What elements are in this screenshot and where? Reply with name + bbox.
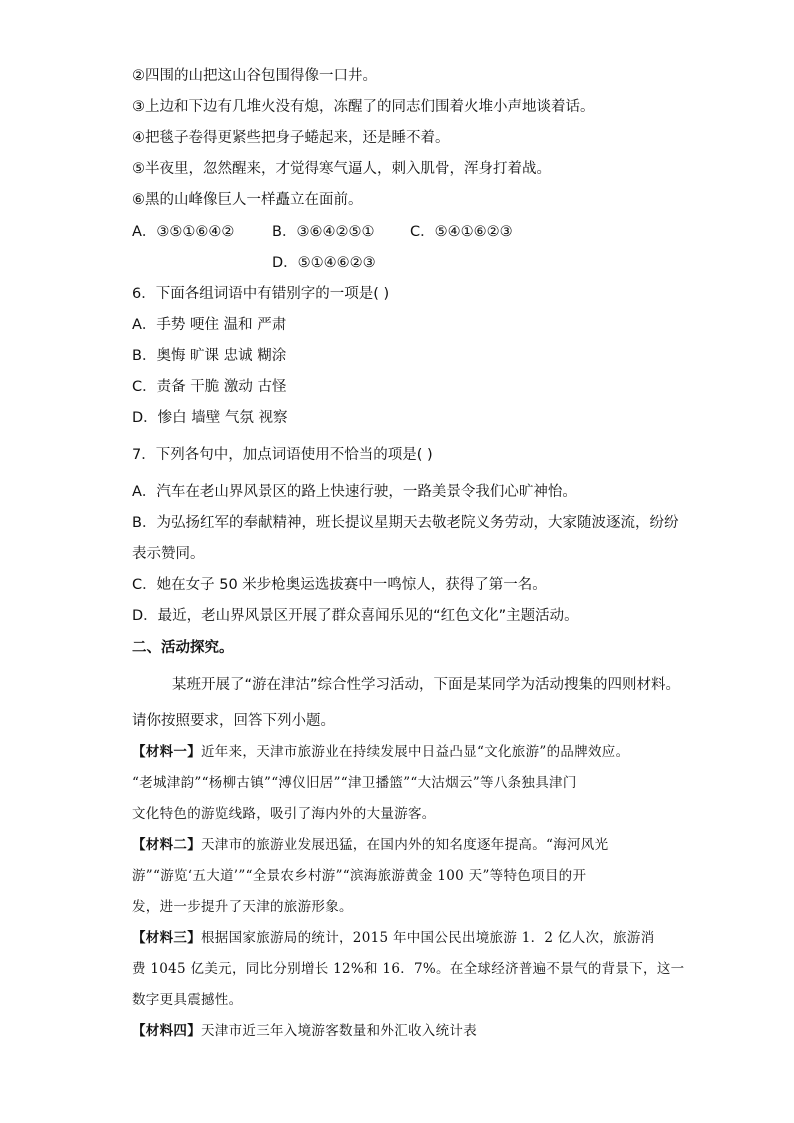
material-3-line-3: 数字更具震撼性。 [132, 992, 243, 1008]
q7-option-d: D．最近，老山界风景区开展了群众喜闻乐见的“红色文化”主题活动。 [132, 608, 579, 624]
material-1-line-1 [132, 742, 629, 762]
q7-option-b: B．为弘扬红军的奉献精神，班长提议星期天去敬老院义务劳动，大家随波逐流，纷纷 [132, 515, 679, 531]
section-intro: 某班开展了“游在津沽”综合性学习活动，下面是某同学为活动搜集的四则材料。 [172, 677, 681, 693]
q6-option-c: C．责备 干脆 激动 古怪 [132, 379, 287, 395]
q6-option-d: D．惨白 墙壁 气氛 视察 [132, 410, 288, 426]
q6-option-a: A．手势 哽住 温和 严肃 [132, 317, 287, 333]
q6-stem: 6．下面各组词语中有错别字的一项是( ) [132, 286, 390, 302]
material-1-line-2: “老城津韵”“杨柳古镇”“溥仪旧居”“津卫播篮”“大沽烟云”等八条独具津门 [132, 775, 577, 791]
material-3-line-2: 费 1045 亿美元，同比分别增长 12%和 16．7%。在全球经济普遍不景气的背景下，这一 [132, 961, 685, 977]
q7-option-c: C．她在女子 50 米步枪奥运选拔赛中一鸣惊人，获得了第一名。 [132, 577, 547, 593]
material-2-text: 天津市的旅游业发展迅猛，在国内外的知名度逐年提高。“海河风光 [201, 837, 609, 853]
material-2-line-3: 发，进一步提升了天津的旅游形象。 [132, 899, 353, 915]
sequence-item-3: ③上边和下边有几堆火没有熄，冻醒了的同志们围着火堆小声地谈着话。 [132, 99, 595, 115]
q7-stem: 7．下列各句中，加点词语使用不恰当的项是( ) [132, 447, 433, 463]
material-1-tag: 【材料一】 [132, 744, 201, 760]
material-3-tag: 【材料三】 [132, 930, 201, 946]
material-3-line-1 [132, 928, 655, 948]
section-instruction: 请你按照要求，回答下列小题。 [132, 713, 335, 729]
q5-option-c: C．⑤④①⑥②③ [410, 224, 513, 240]
material-4-tag: 【材料四】 [132, 1023, 201, 1039]
material-1-line-3: 文化特色的游览线路，吸引了海内外的大量游客。 [132, 806, 436, 822]
sequence-item-2: ②四围的山把这山谷包围得像一口井。 [132, 68, 377, 84]
sequence-item-4: ④把毯子卷得更紧些把身子蜷起来，还是睡不着。 [132, 130, 450, 146]
q6-option-b: B．奥悔 旷课 忠诚 糊涂 [132, 348, 287, 364]
material-2-tag: 【材料二】 [132, 837, 201, 853]
q5-option-d: D．⑤①④⑥②③ [272, 255, 376, 271]
material-1-text: 近年来，天津市旅游业在持续发展中日益凸显“文化旅游”的品牌效应。 [201, 744, 630, 760]
section-heading: 二、活动探究。 [132, 640, 234, 656]
q5-option-b: B．③⑥④②⑤① [272, 224, 375, 240]
material-4-text: 天津市近三年入境游客数量和外汇收入统计表 [201, 1023, 477, 1039]
material-2-line-1 [132, 835, 608, 855]
sequence-item-5: ⑤半夜里，忽然醒来，才觉得寒气逼人，刺入肌骨，浑身打着战。 [132, 161, 551, 177]
material-2-line-2: 游”“游览‘五大道’”“全景农乡村游”“滨海旅游黄金 100 天”等特色项目的开 [132, 868, 587, 884]
sequence-item-6: ⑥黑的山峰像巨人一样矗立在面前。 [132, 192, 363, 208]
q7-option-a: A．汽车在老山界风景区的路上快速行驶，一路美景令我们心旷神怡。 [132, 484, 577, 500]
q5-option-a: A．③⑤①⑥④② [132, 224, 235, 240]
q7-option-b-cont: 表示赞同。 [132, 546, 205, 562]
material-3-text: 根据国家旅游局的统计，2015 年中国公民出境旅游 1．2 亿人次，旅游消 [201, 930, 655, 946]
material-4-line-1 [132, 1021, 477, 1041]
